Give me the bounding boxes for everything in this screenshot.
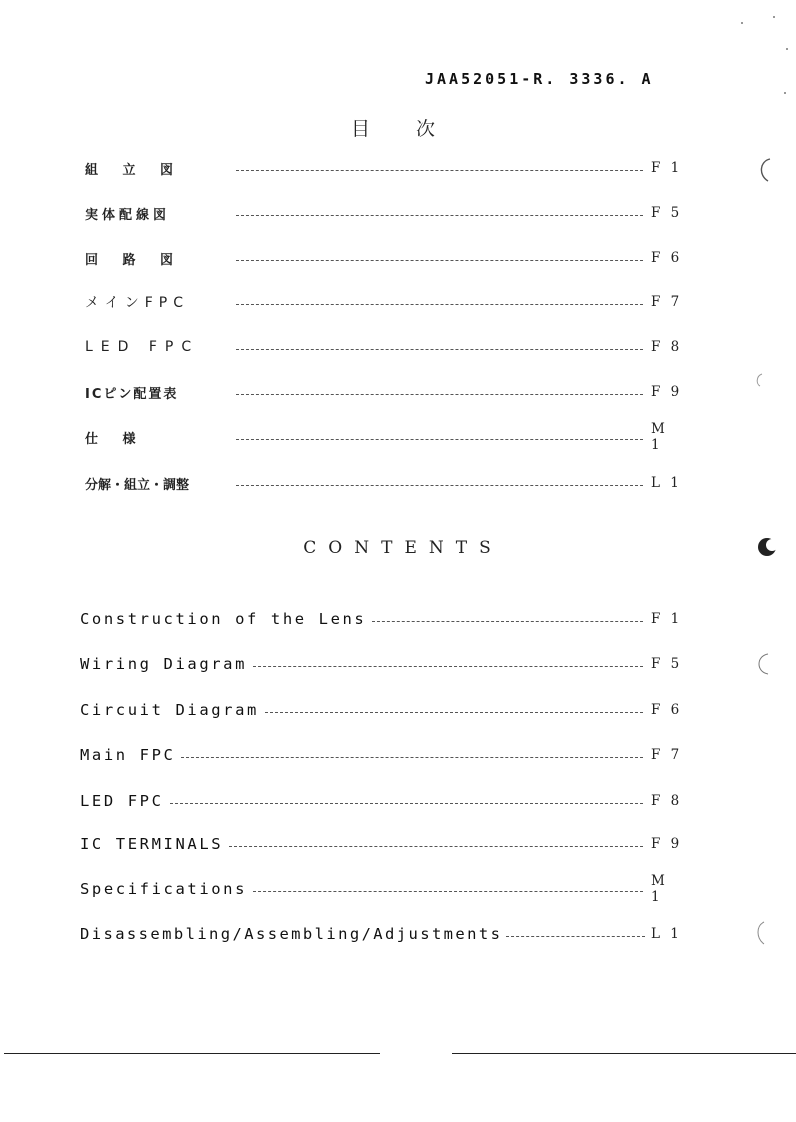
en-toc-row [80, 923, 685, 945]
punch-hole-mark [752, 918, 778, 948]
jp-toc-row [85, 421, 685, 453]
jp-toc-row [85, 472, 685, 494]
en-toc-row [80, 653, 685, 675]
scan-speck [773, 16, 775, 18]
jp-toc-label: LED FPC [85, 339, 200, 355]
dotted-leader [229, 846, 643, 847]
en-toc-row [80, 744, 685, 766]
en-toc-label: IC TERMINALS [80, 835, 224, 853]
jp-toc-row [85, 157, 685, 179]
bottom-rule-right [452, 1053, 796, 1054]
dotted-leader [265, 712, 643, 713]
en-toc-page: F 8 [651, 793, 683, 809]
en-toc-page: L 1 [651, 926, 682, 942]
punch-hole-mark [752, 370, 778, 400]
dotted-leader [253, 891, 643, 892]
en-toc-label: Wiring Diagram [80, 655, 248, 673]
jp-toc-page: F 6 [651, 250, 683, 266]
dotted-leader [236, 304, 643, 305]
en-toc-row [80, 699, 685, 721]
dotted-leader [236, 439, 643, 440]
dotted-leader [506, 936, 645, 937]
en-toc-label: LED FPC [80, 792, 164, 810]
jp-toc-page: F 8 [651, 339, 683, 355]
jp-toc-row [85, 247, 685, 269]
dotted-leader [236, 170, 643, 171]
en-toc-label: Disassembling/Assembling/Adjustments [80, 925, 503, 943]
en-toc-row [80, 608, 685, 630]
dotted-leader [170, 803, 643, 804]
dotted-leader [372, 621, 643, 622]
dotted-leader [236, 215, 643, 216]
dotted-leader [236, 485, 643, 486]
jp-toc-title: 目次 [350, 118, 481, 140]
en-toc-page: M 1 [651, 873, 668, 905]
jp-toc-label: 仕 様 [85, 431, 146, 447]
en-toc-page: F 5 [651, 656, 683, 672]
en-toc-page: F 9 [651, 836, 683, 852]
en-toc-page: F 7 [651, 747, 683, 763]
jp-toc-page: F 5 [651, 205, 683, 221]
dotted-leader [236, 349, 643, 350]
jp-toc-label: メインFPC [85, 295, 189, 311]
jp-toc-page: F 9 [651, 384, 683, 400]
jp-toc-label: ICピン配置表 [85, 386, 179, 402]
jp-toc-label: 組 立 図 [85, 162, 184, 178]
en-toc-row [80, 873, 685, 905]
en-toc-label: Construction of the Lens [80, 610, 367, 628]
document-id: JAA52051-R. 3336. A [425, 70, 654, 88]
scan-speck [784, 92, 786, 94]
scan-speck [786, 48, 788, 50]
en-toc-label: Specifications [80, 880, 248, 898]
jp-toc-label: 回 路 図 [85, 252, 184, 268]
jp-toc-row [85, 291, 685, 313]
punch-hole-mark [752, 155, 778, 185]
dotted-leader [236, 394, 643, 395]
jp-toc-row [85, 381, 685, 403]
jp-toc-label: 実体配線図 [85, 207, 171, 223]
dotted-leader [253, 666, 643, 667]
en-toc-row [80, 833, 685, 855]
jp-toc-page: M 1 [651, 421, 668, 453]
dotted-leader [181, 757, 643, 758]
jp-toc-page: F 1 [651, 160, 683, 176]
en-toc-page: F 1 [651, 611, 683, 627]
jp-toc-row [85, 202, 685, 224]
punch-hole-mark [752, 532, 778, 562]
dotted-leader [236, 260, 643, 261]
jp-toc-label: 分解・組立・調整 [85, 477, 190, 493]
en-toc-label: Main FPC [80, 746, 176, 764]
scan-speck [741, 22, 743, 24]
en-toc-page: F 6 [651, 702, 683, 718]
contents-title: CONTENTS [303, 538, 503, 558]
en-toc-row [80, 790, 685, 812]
en-toc-label: Circuit Diagram [80, 701, 259, 719]
bottom-rule-left [4, 1053, 380, 1054]
jp-toc-page: L 1 [651, 475, 682, 491]
jp-toc-page: F 7 [651, 294, 683, 310]
jp-toc-row [85, 336, 685, 358]
punch-hole-mark [752, 650, 778, 680]
